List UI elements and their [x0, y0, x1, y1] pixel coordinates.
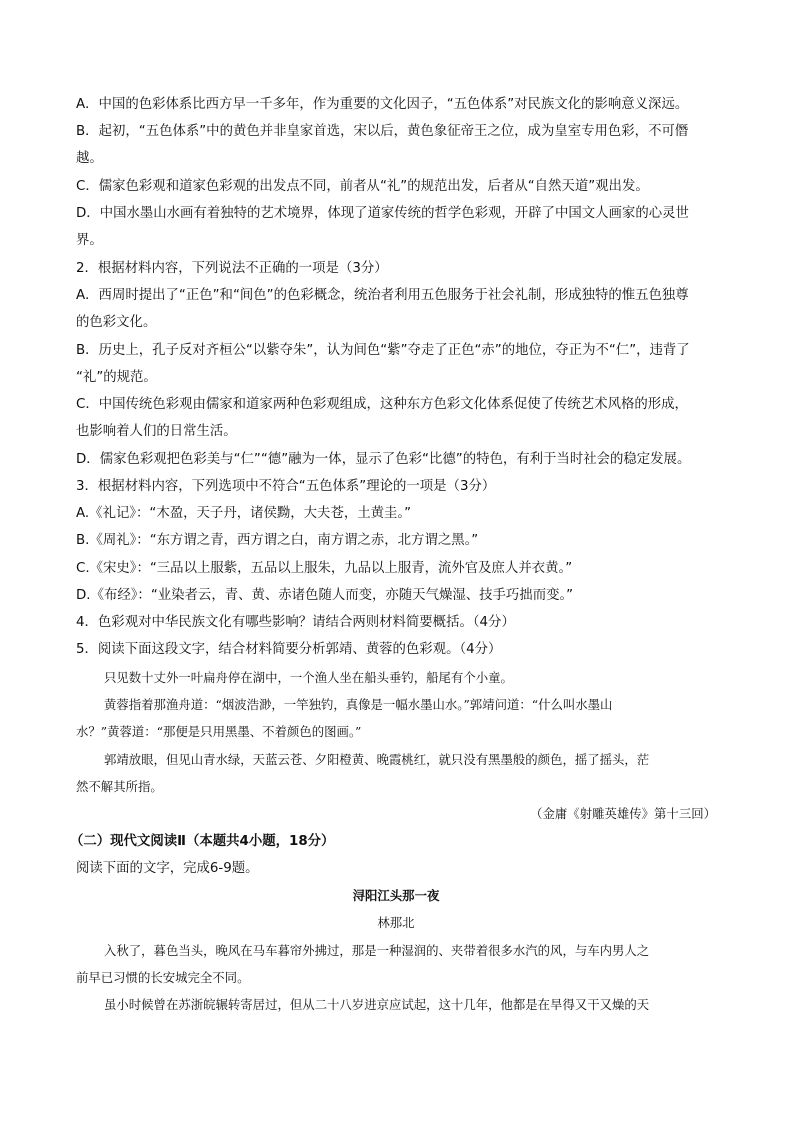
q3-option-c: C.《宋史》：“三品以上服紫，五品以上服朱，九品以上服青，流外官及庶人并衣黄。”: [76, 561, 573, 576]
q2-option-a-line1: A．西周时提出了“正色”和“间色”的色彩概念，统治者利用五色服务于社会礼制，形成独特的惟五色独尊: [76, 288, 689, 303]
q2-option-a-line2: 的色彩文化。: [76, 315, 157, 330]
passage-para2-line1: 虽小时候曾在苏浙皖辗转寄居过，但从二十八岁进京应试起，这十几年，他都是在旱得又干又燥的天: [104, 997, 650, 1012]
q2-option-c-line1: C．中国传统色彩观由儒家和道家两种色彩观组成，这种东方色彩文化体系促使了传统艺术风格的形成，: [76, 397, 688, 412]
q1-option-d-line2: 界。: [76, 233, 103, 248]
q1-option-b-line1: B．起初，“五色体系”中的黄色并非皇家首选，宋以后，黄色象征帝王之位，成为皇室专用色彩，不可僭: [76, 124, 689, 139]
section2-instruction: 阅读下面的文字，完成6-9题。: [76, 861, 259, 876]
q2-option-b-line1: B．历史上，孔子反对齐桓公“以紫夺朱”，认为间色“紫”夺走了正色“赤”的地位，夺正为不“仁”，违背了: [76, 343, 690, 358]
q3-stem: 3．根据材料内容，下列选项中不符合“五色体系”理论的一项是（3分）: [76, 479, 496, 494]
q2-stem: 2．根据材料内容，下列说法不正确的一项是（3分）: [76, 261, 388, 276]
passage-title: 浔阳江头那一夜: [352, 888, 440, 903]
passage-para1-line2: 前早已习惯的长安城完全不同。: [76, 970, 250, 985]
q5-excerpt-para1: 只见数十丈外一叶扁舟停在湖中，一个渔人坐在船头垂钓，船尾有个小童。: [104, 670, 513, 685]
q5-excerpt-para2-line2: 水？”黄蓉道：“那便是只用黑墨、不着颜色的图画。”: [76, 724, 362, 739]
q3-option-b: B.《周礼》：“东方谓之青，西方谓之白，南方谓之赤，北方谓之黑。”: [76, 533, 479, 548]
q2-option-d: D．儒家色彩观把色彩美与“仁”“德”融为一体，显示了色彩“比德”的特色，有利于当时社会的稳定发展。: [76, 452, 691, 467]
q1-option-d-line1: D．中国水墨山水画有着独特的艺术境界，体现了道家传统的哲学色彩观，开辟了中国文人画家的心灵世: [76, 206, 689, 221]
q2-option-b-line2: “礼”的规范。: [76, 370, 157, 385]
q1-option-b-line2: 越。: [76, 151, 103, 166]
q5-stem: 5．阅读下面这段文字，结合材料简要分析郭靖、黄蓉的色彩观。（4分）: [76, 642, 502, 657]
q3-option-a: A.《礼记》：“木盈，天子丹，诸侯黝，大夫苍，土黄圭。”: [76, 506, 412, 521]
q5-excerpt-para2-line1: 黄蓉指着那渔舟道：“烟波浩渺，一竿独钓，真像是一幅水墨山水。”郭靖问道：“什么叫水墨山: [104, 697, 613, 712]
q1-option-a: A．中国的色彩体系比西方早一千多年，作为重要的文化因子，“五色体系”对民族文化的影响意义深远。: [76, 97, 689, 112]
passage-para1-line1: 入秋了，暮色当头，晚风在马车暮帘外拂过，那是一种湿润的、夹带着很多水汽的风，与车内男人之: [104, 943, 650, 958]
q3-option-d: D.《布经》：“业染者云，青、黄、赤诸色随人而变，亦随天气燥湿、技手巧拙而变。”: [76, 588, 574, 603]
q1-option-c: C．儒家色彩观和道家色彩观的出发点不同，前者从“礼”的规范出发，后者从“自然天道”观出发。: [76, 179, 649, 194]
section2-heading: （二）现代文阅读Ⅱ（本题共4小题，18分）: [70, 834, 335, 849]
q5-excerpt-source: （金庸《射雕英雄传》第十三回）: [530, 806, 716, 821]
q4-stem: 4．色彩观对中华民族文化有哪些影响？请结合两则材料简要概括。（4分）: [76, 615, 515, 630]
passage-author: 林那北: [377, 915, 415, 930]
q5-excerpt-para3-line1: 郭靖放眼，但见山青水绿，天蓝云苍、夕阳橙黄、晚霞桃红，就只没有黑墨般的颜色，摇了摇头，茫: [104, 752, 650, 767]
q2-option-c-line2: 也影响着人们的日常生活。: [76, 424, 237, 439]
q5-excerpt-para3-line2: 然不解其所指。: [76, 779, 163, 794]
